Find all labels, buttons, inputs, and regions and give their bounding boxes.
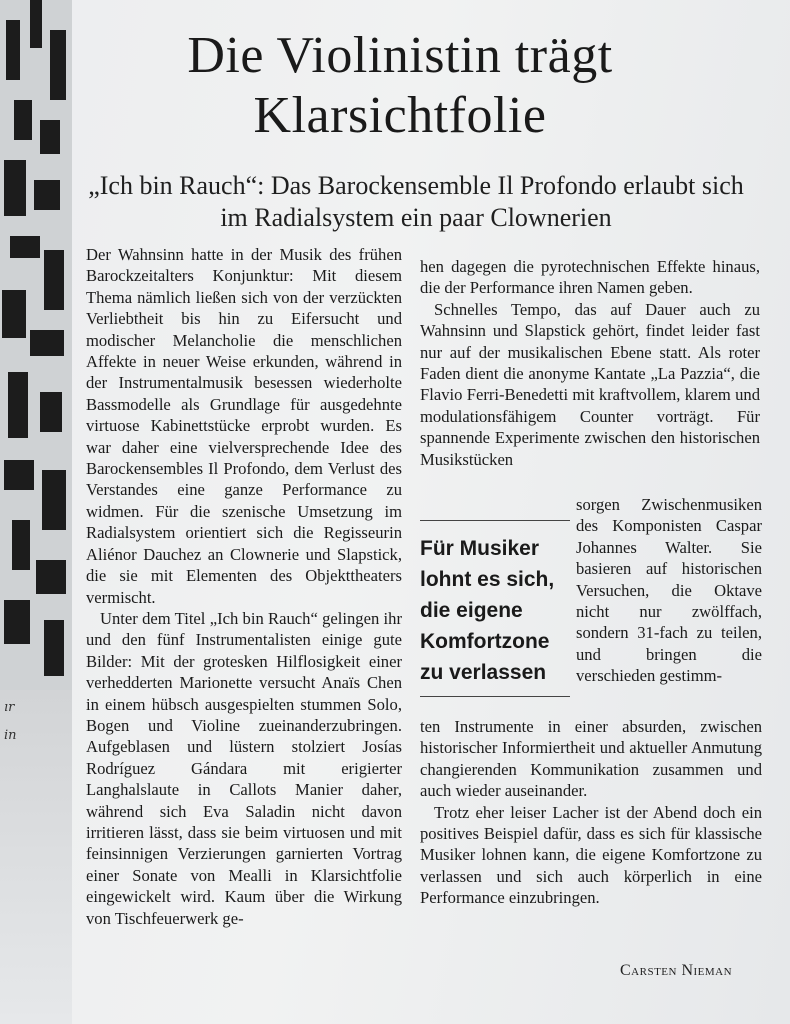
paragraph: Schnelles Tempo, das auf Dauer auch zu Wahnsinn und Slapstick gehört, findet leider fast nur auf der musikalischen Ebene statt. Als roter Faden dient die anonyme Kantate „La Pazzia“, die Flavio Ferri-Benedetti mit kraftvollem, klarem und modulationsfähigem Counter vorträgt. Für spannende Experimente zwischen den historischen Musikstücken (420, 299, 760, 469)
paragraph: Der Wahnsinn hatte in der Musik des frühen Barockzeitalters Konjunktur: Mit diesem Thema nämlich ließen sich von der verzückten Verliebtheit bis hin zu Eifersucht und modischer Melancholie die menschlichen Affekte in neuer Weise erkunden, während in der Instrumentalmusik besessen wiederholte Bassmodelle als Grundlage für ausgedehnte virtuose Kabinettstücke erprobt wurden. Es war daher eine vielversprechende Idee des Barockensembles Il Profondo, dem Verlust des Verstandes eine ganze Performance zu widmen. Für die szenische Umsetzung im Radialsystem orientiert sich die Regisseurin Aliénor Dauchez an Clownerie und Slapstick, die sie mit Elementen des Objekttheaters vermischt. (86, 245, 402, 607)
article-column-left (86, 244, 402, 929)
paragraph: ten Instrumente in einer absurden, zwischen historischer Informiertheit und aktueller Anmutung changierenden Kommunikation zusammen und auch wieder auseinander. (420, 717, 762, 801)
author-byline: Carsten Nieman (620, 962, 733, 979)
margin-fragment: in (4, 728, 17, 743)
pull-quote-text: Für Musiker lohnt es sich, die eigene Komfortzone zu verlassen (420, 537, 555, 684)
margin-fragment: ır (4, 700, 15, 715)
paragraph: sorgen Zwischenmusiken des Komponisten Caspar Johannes Walter. Sie basieren auf historischen Versuchen, die Oktave nicht nur zwölffach, sondern 31-fach zu teilen, und bringen die verschieden gestimm- (576, 495, 762, 686)
adjacent-image-fragment (0, 0, 72, 700)
article-headline: Die Violinistin trägt Klarsichtfolie (187, 27, 613, 144)
paragraph: Trotz eher leiser Lacher ist der Abend doch ein positives Beispiel dafür, dass es sich für klassische Musiker lohnen kann, die eigene Komfortzone zu verlassen und sich auch körperlich in eine Performance einzubringen. (420, 802, 762, 908)
paragraph: Unter dem Titel „Ich bin Rauch“ gelingen ihr und den fünf Instrumentalisten einige gute Bilder: Mit der grotesken Hilflosigkeit einer verhedderten Marionette versucht Anaïs Chen in einem hübsch ausgespielten stummen Solo, Bogen und Violine zueinanderzubringen. Aufgeblasen und lüstern stolziert Josías Rodríguez Gándara mit erigierter Langhalslaute in Callots Manier daher, während sich Eva Saladin nicht davon irritieren lässt, dass sie beim virtuosen und mit feinsinnigen Verzierungen garnierten Vortrag einer Sonate von Mealli in Klarsichtfolie eingewickelt wird. Kaum über die Wirkung von Tischfeuerwerk ge- (86, 608, 402, 928)
article-column-right-bottom (420, 716, 762, 909)
article-column-right-top (420, 256, 760, 470)
article-subheadline: „Ich bin Rauch“: Das Barockensemble Il Profondo erlaubt sich im Radialsystem ein paar Clownerien (88, 171, 744, 232)
paragraph: hen dagegen die pyrotechnischen Effekte hinaus, die der Performance ihren Namen geben. (420, 257, 760, 298)
pull-quote (420, 520, 570, 697)
article-column-right-narrow (576, 494, 762, 687)
